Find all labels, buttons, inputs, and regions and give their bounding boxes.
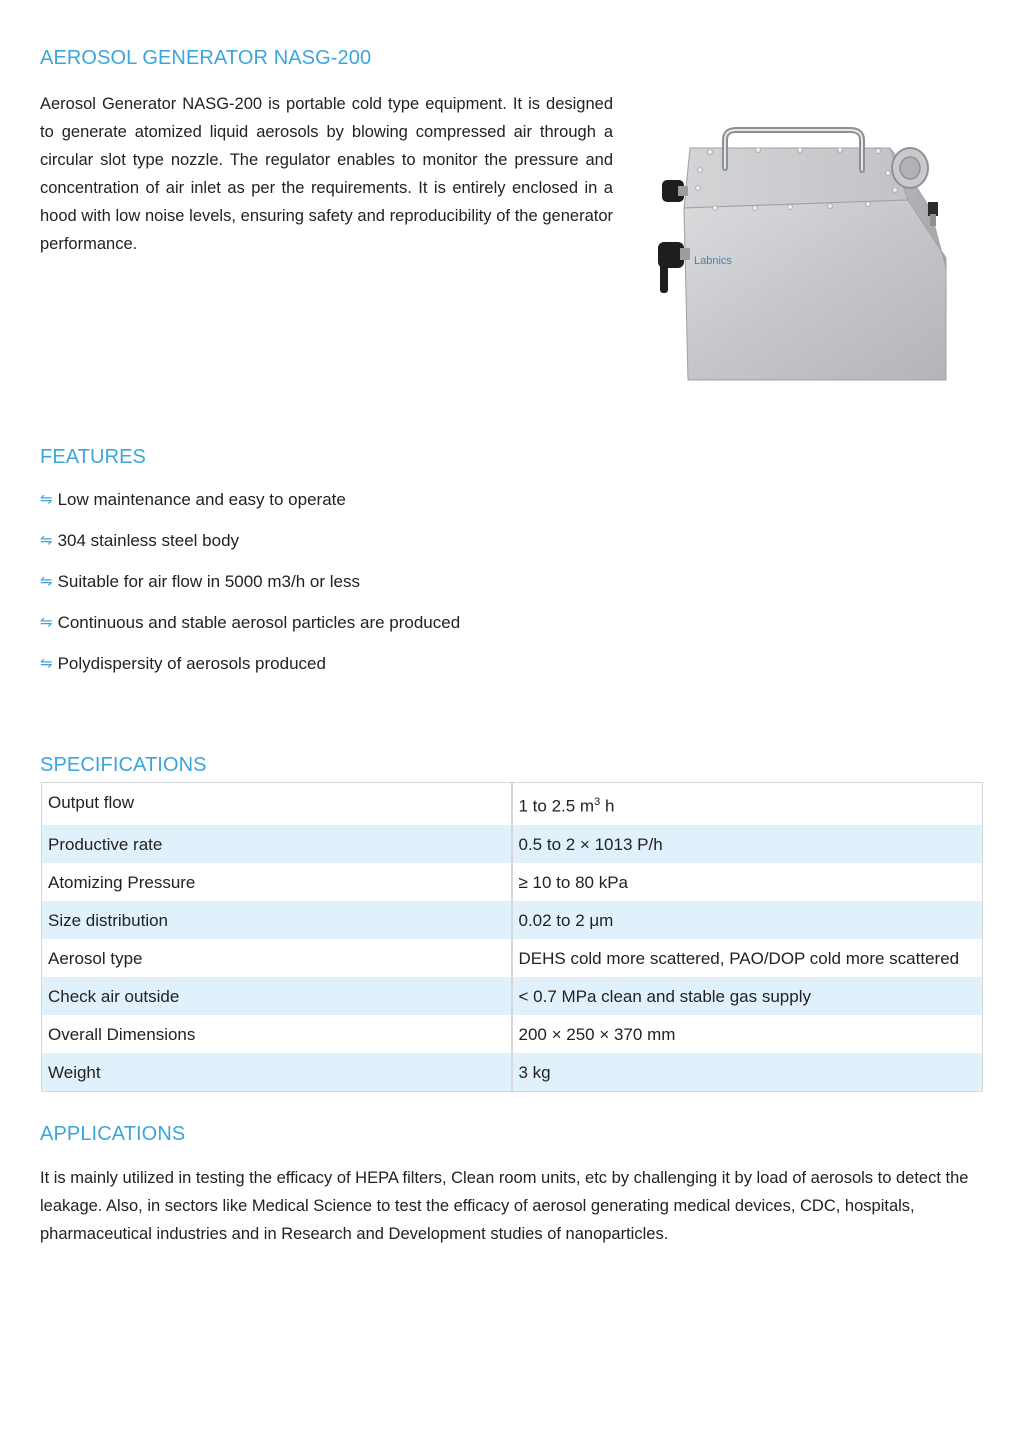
feature-item [40,568,460,609]
table-row [42,783,983,825]
features-list [40,486,460,691]
spec-label: Atomizing Pressure [42,863,512,901]
applications-heading: APPLICATIONS [40,1123,186,1145]
table-row [42,863,983,901]
spec-value: 1 to 2.5 $m^3$ h [512,783,983,825]
spec-label: Weight [42,1053,512,1092]
features-heading: FEATURES [40,446,146,468]
feature-text: Suitable for air flow in 5000 m3/h or less [57,572,360,591]
table-row [42,939,983,977]
feature-text: Continuous and stable aerosol particles are produced [57,613,461,632]
spec-value: DEHS cold more scattered, PAO/DOP cold more scattered [512,939,983,977]
spec-label: Productive rate [42,825,512,863]
page-title: AEROSOL GENERATOR NASG-200 [40,47,372,69]
left-right-arrow-icon: ⇋ [40,573,53,590]
spec-label: Aerosol type [42,939,512,977]
table-row [42,1053,983,1092]
spec-value: 200 × 250 × 370 mm [512,1015,983,1053]
table-row [42,977,983,1015]
applications-paragraph: It is mainly utilized in testing the efficacy of HEPA filters, Clean room units, etc by challenging it by load of aerosols to detect the leakage. Also, in sectors like Medical Science to test the efficacy of aerosol generating medical devices, CDC, hospitals, pharmaceutical industries and in Research and Development studies of nanoparticles. [40,1169,969,1243]
left-right-arrow-icon: ⇋ [40,655,53,672]
spec-value: 3 kg [512,1053,983,1092]
spec-value: 0.5 to 2 × 1013 P/h [512,825,983,863]
spec-label: Size distribution [42,901,512,939]
table-row [42,825,983,863]
feature-text: 304 stainless steel body [57,531,240,550]
feature-text: Low maintenance and easy to operate [57,490,346,509]
spec-value: ≥ 10 to 80 kPa [512,863,983,901]
feature-text: Polydispersity of aerosols produced [57,654,326,673]
feature-item [40,609,460,650]
feature-item [40,650,460,691]
aerosol-generator-image [640,118,960,388]
spec-value: < 0.7 MPa clean and stable gas supply [512,977,983,1015]
feature-item [40,486,460,527]
spec-label: Output flow [42,783,512,825]
spec-label: Overall Dimensions [42,1015,512,1053]
left-right-arrow-icon: ⇋ [40,614,53,631]
table-row [42,1015,983,1053]
intro-paragraph: Aerosol Generator NASG-200 is portable cold type equipment. It is designed to generate atomized liquid aerosols by blowing compressed air through a circular slot type nozzle. The regulator enables to monitor the pressure and concentration of air inlet as per the requirements. It is entirely enclosed in a hood with low noise levels, ensuring safety and reproducibility of the generator performance. [40,95,613,253]
left-right-arrow-icon: ⇋ [40,491,53,508]
spec-value: 0.02 to 2 μm [512,901,983,939]
table-row [42,901,983,939]
brand-label: Labnics [694,255,732,267]
feature-item [40,527,460,568]
spec-label: Check air outside [42,977,512,1015]
specifications-heading: SPECIFICATIONS [40,754,207,776]
specifications-table [41,782,983,1092]
left-right-arrow-icon: ⇋ [40,532,53,549]
